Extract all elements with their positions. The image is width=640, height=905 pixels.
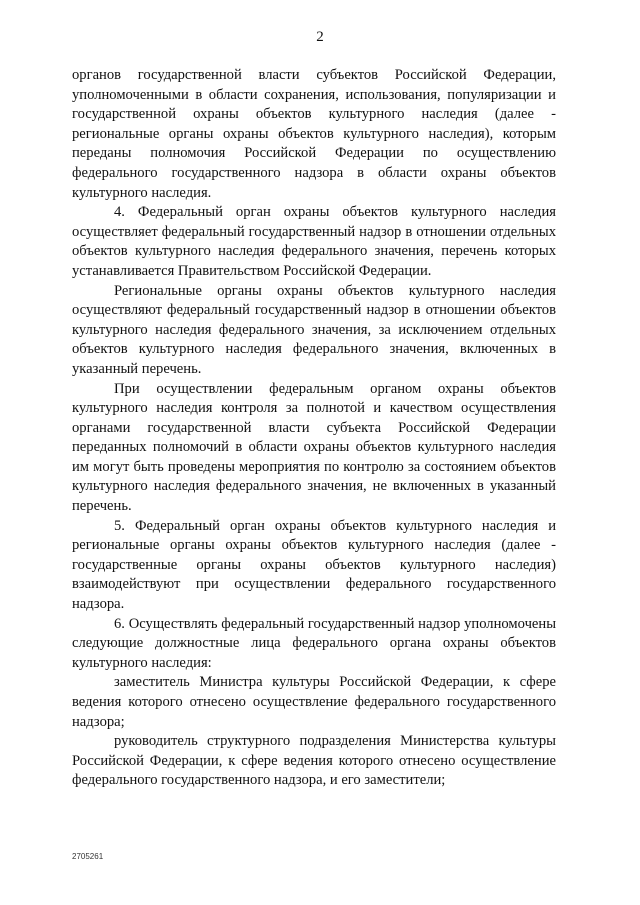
paragraph-item-4: 4. Федеральный орган охраны объектов культурного наследия осуществляет федеральный государственный надзор в отношении отдельных объектов культурного наследия федерального значения, перечень которых устанавливается Правительством Российской Федерации. (72, 204, 556, 279)
paragraph-item-6: 6. Осуществлять федеральный государственный надзор уполномочены следующие должностные лица федерального органа охраны объектов культурного наследия: (72, 615, 556, 671)
paragraph-federal-control: При осуществлении федеральным органом охраны объектов культурного наследия контроля за полнотой и качеством осуществления органами государственной власти субъекта Российской Федерации переданных полномочий в области охраны объектов культурного наследия им могут быть проведены мероприятия по контролю за состоянием объектов культурного наследия федерального значения, не включенных в указанный перечень. (72, 380, 556, 515)
paragraph-deputy-minister: заместитель Министра культуры Российской Федерации, к сфере ведения которого отнесено осуществление федерального государственного надзора; (72, 674, 556, 730)
page-number: 2 (316, 29, 324, 45)
paragraph-continuation: органов государственной власти субъектов Российской Федерации, уполномоченными в области сохранения, использования, популяризации и государственной охраны объектов культурного наследия (далее - региональные органы охраны объектов культурного наследия), которым переданы полномочия Российской Федерации по осуществлению федерального государственного надзора в области охраны объектов культурного наследия. (72, 67, 556, 201)
paragraph-department-head: руководитель структурного подразделения Министерства культуры Российской Федерации, к сфере ведения которого отнесено осуществление федерального государственного надзора, и его заместители; (72, 733, 556, 789)
paragraph-regional-bodies: Региональные органы охраны объектов культурного наследия осуществляют федеральный государственный надзор в отношении объектов культурного наследия федерального значения, за исключением отдельных объектов культурного наследия федерального значения, включенных в указанный перечень. (72, 282, 556, 377)
document-body (72, 66, 556, 791)
document-code: 2705261 (72, 852, 104, 861)
paragraph-item-5: 5. Федеральный орган охраны объектов культурного наследия и региональные органы охраны объектов культурного наследия (далее - государственные органы охраны объектов культурного наследия) взаимодействуют при осуществлении федерального государственного надзора. (72, 517, 556, 613)
